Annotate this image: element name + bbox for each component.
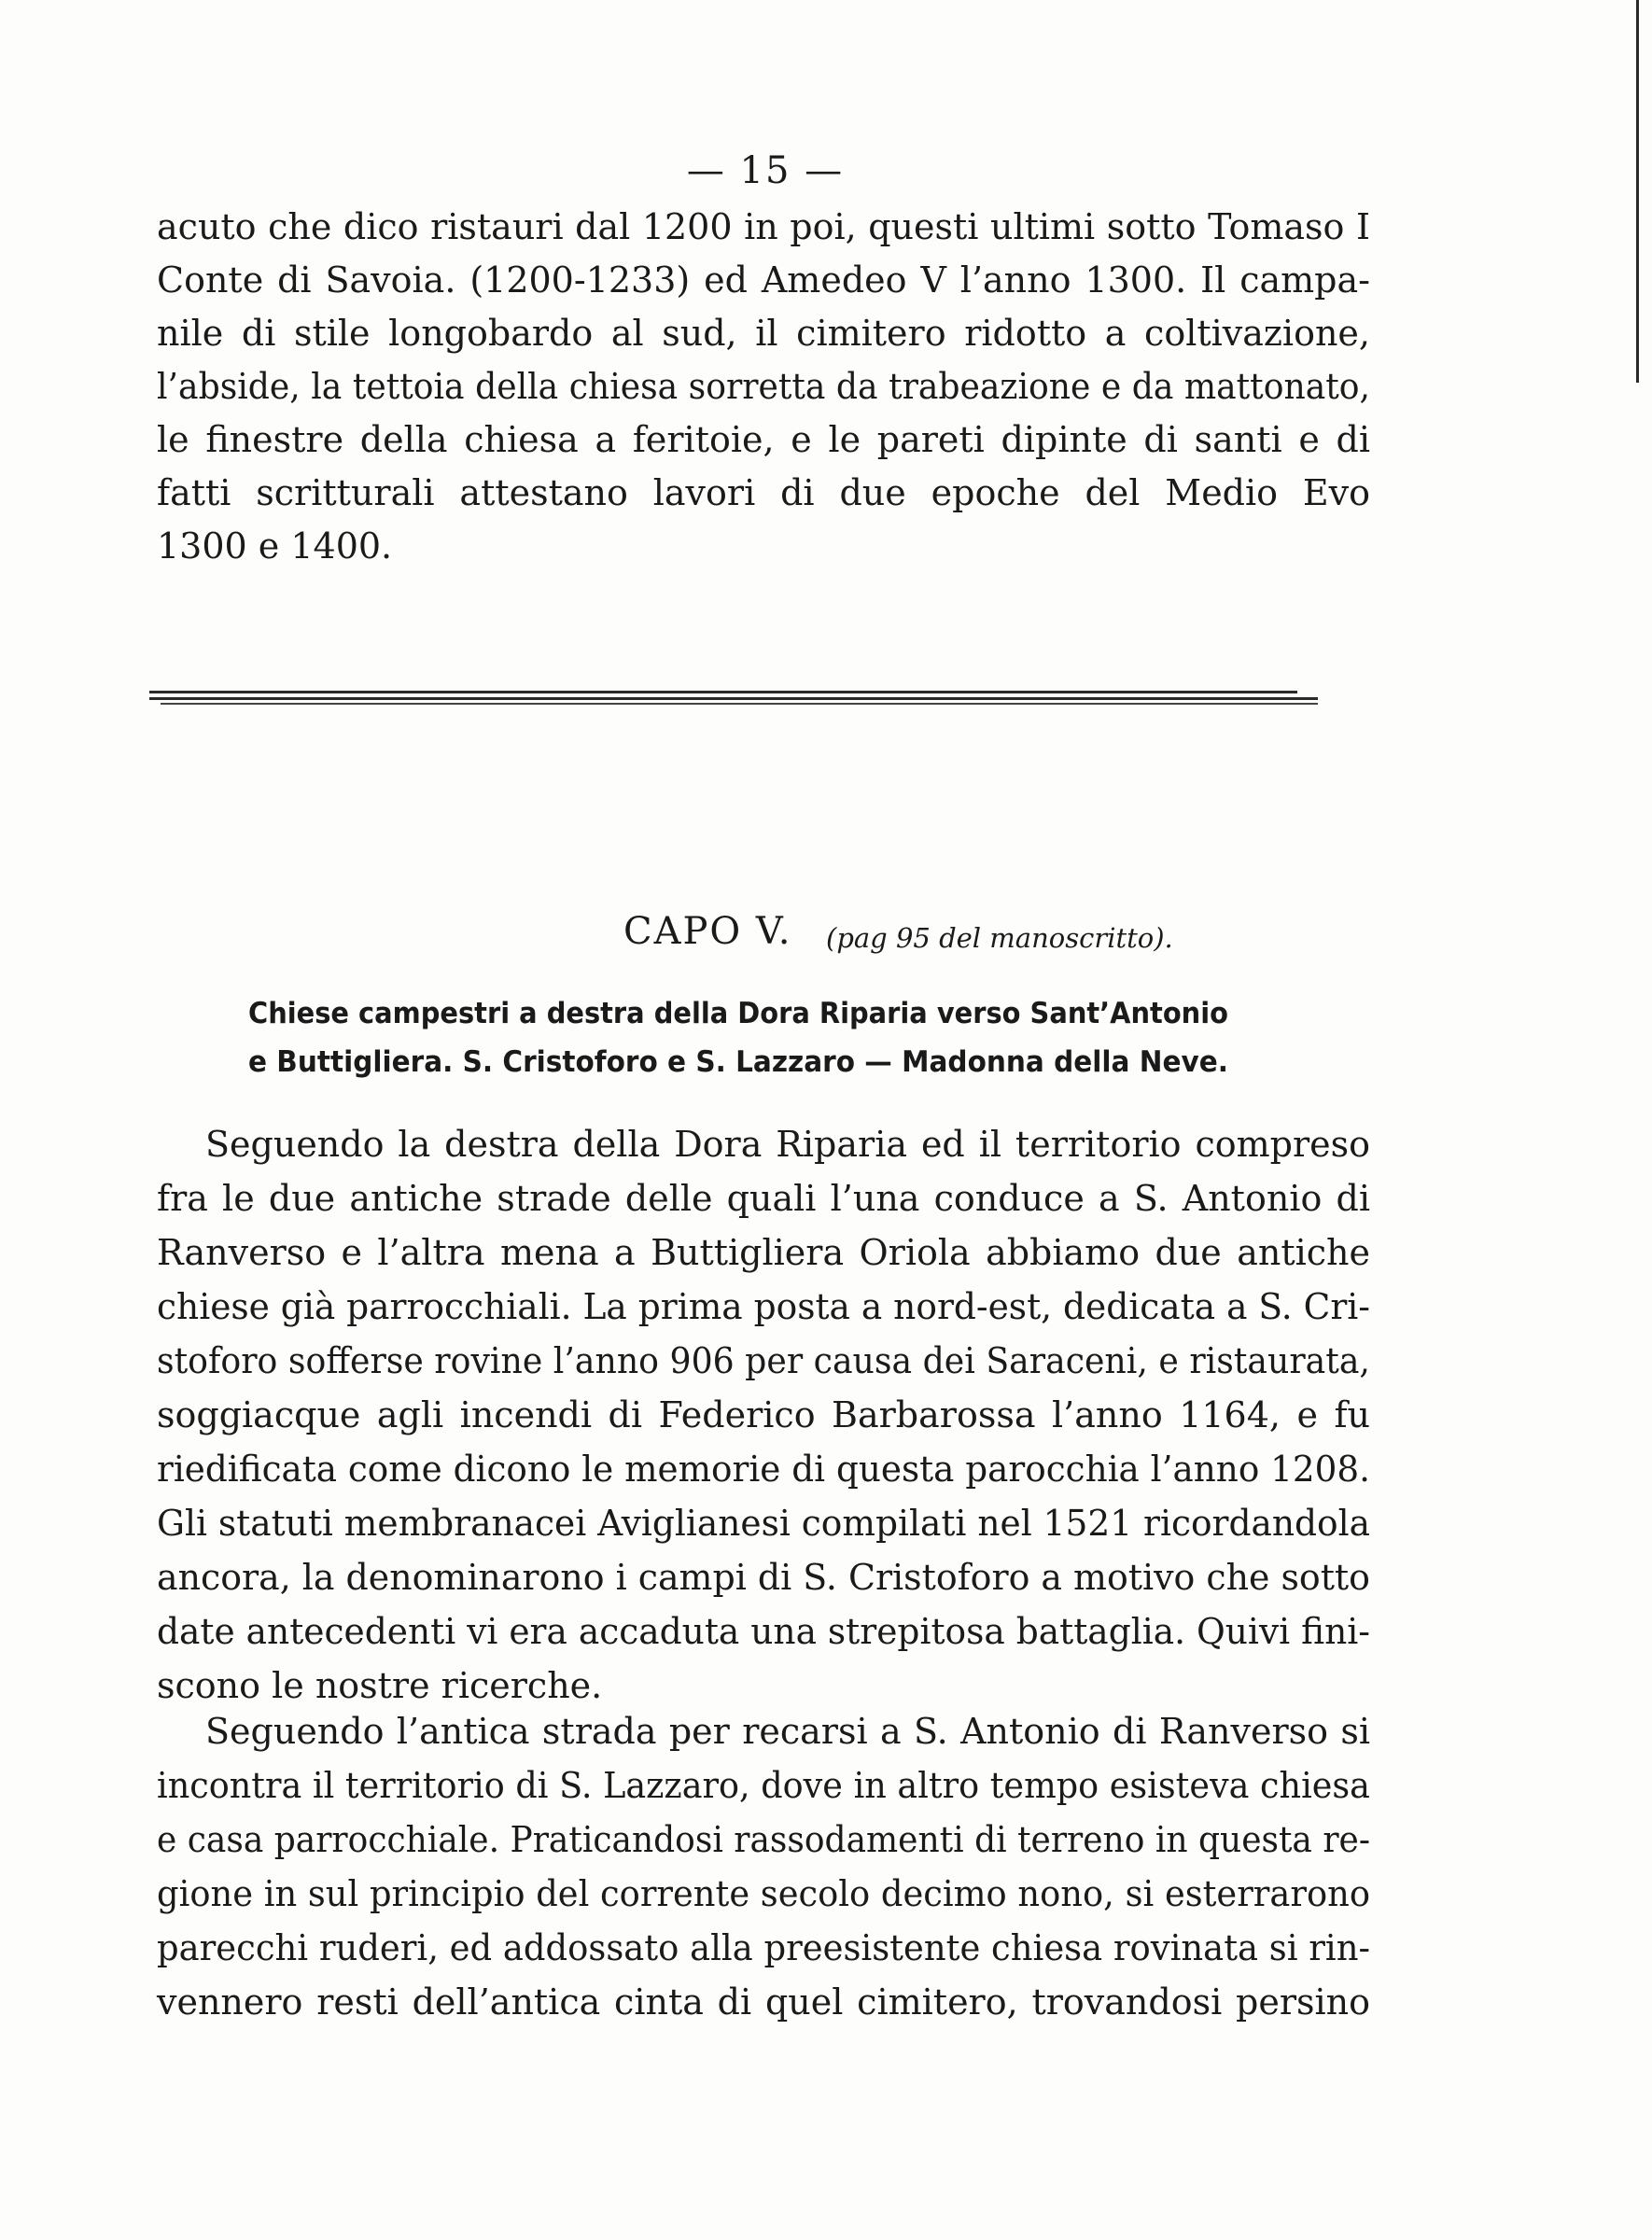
text-line: nile di stile longobardo al sud, il cimitero ridotto a coltivazione, [157,313,1370,354]
intro-paragraph [157,201,1370,573]
text-line: acuto che dico ristauri dal 1200 in poi, questi ultimi sotto Tomaso I [157,206,1370,247]
chapter-subtitle [248,989,1228,1086]
text-line: 1300 e 1400. [157,525,393,567]
text-line: gione in sul principio del corrente secolo decimo nono, si esterrarono [157,1873,1370,1914]
body-paragraph-2 [157,1704,1370,2029]
text-line: fra le due antiche strade delle quali l’una conduce a S. Antonio di [157,1178,1370,1219]
page-number: — 15 — [686,149,845,192]
chapter-title: CAPO V. [623,910,792,953]
text-line: Seguendo la destra della Dora Riparia ed il territorio compreso [205,1124,1370,1165]
text-line: Conte di Savoia. (1200-1233) ed Amedeo V l’anno 1300. Il campa- [157,259,1370,301]
text-line: Gli statuti membranacei Aviglianesi compilati nel 1521 ricordandola [157,1503,1370,1544]
scan-edge-mark [1636,0,1639,383]
text-line: date antecedenti vi era accaduta una strepitosa battaglia. Quivi fini- [157,1611,1370,1652]
text-line: scono le nostre ricerche. [157,1665,603,1706]
text-line: fatti scritturali attestano lavori di due epoche del Medio Evo [157,472,1370,513]
text-line: vennero resti dell’antica cinta di quel cimitero, trovandosi persino [157,1981,1370,2023]
section-divider [149,691,1318,709]
text-line: stoforo sofferse rovine l’anno 906 per causa dei Saraceni, e ristaurata, [157,1340,1370,1381]
text-line: chiese già parrocchiali. La prima posta a nord-est, dedicata a S. Cri- [157,1286,1370,1327]
text-line: l’abside, la tettoia della chiesa sorretta da trabeazione e da mattonato, [157,366,1371,407]
subtitle-line: Chiese campestri a destra della Dora Riparia verso Sant’Antonio [248,997,1228,1030]
text-line: riedificata come dicono le memorie di questa parocchia l’anno 1208. [157,1449,1371,1490]
text-line: ancora, la denominarono i campi di S. Cristoforo a motivo che sotto [157,1557,1370,1598]
subtitle-line: e Buttigliera. S. Cristoforo e S. Lazzaro — Madonna della Neve. [248,1045,1229,1079]
text-line: incontra il territorio di S. Lazzaro, dove in altro tempo esisteva chiesa [157,1765,1370,1806]
text-line: Seguendo l’antica strada per recarsi a S. Antonio di Ranverso si [205,1711,1370,1752]
body-paragraph-1 [157,1117,1370,1713]
chapter-reference: (pag 95 del manoscritto). [826,922,1173,954]
text-line: e casa parrocchiale. Praticandosi rassodamenti di terreno in questa re- [157,1819,1371,1860]
text-line: soggiacque agli incendi di Federico Barbarossa l’anno 1164, e fu [157,1394,1370,1435]
text-line: le finestre della chiesa a feritoie, e le pareti dipinte di santi e di [157,419,1370,460]
text-line: Ranverso e l’altra mena a Buttigliera Oriola abbiamo due antiche [157,1232,1370,1273]
text-line: parecchi ruderi, ed addossato alla preesistente chiesa rovinata si rin- [157,1927,1370,1968]
